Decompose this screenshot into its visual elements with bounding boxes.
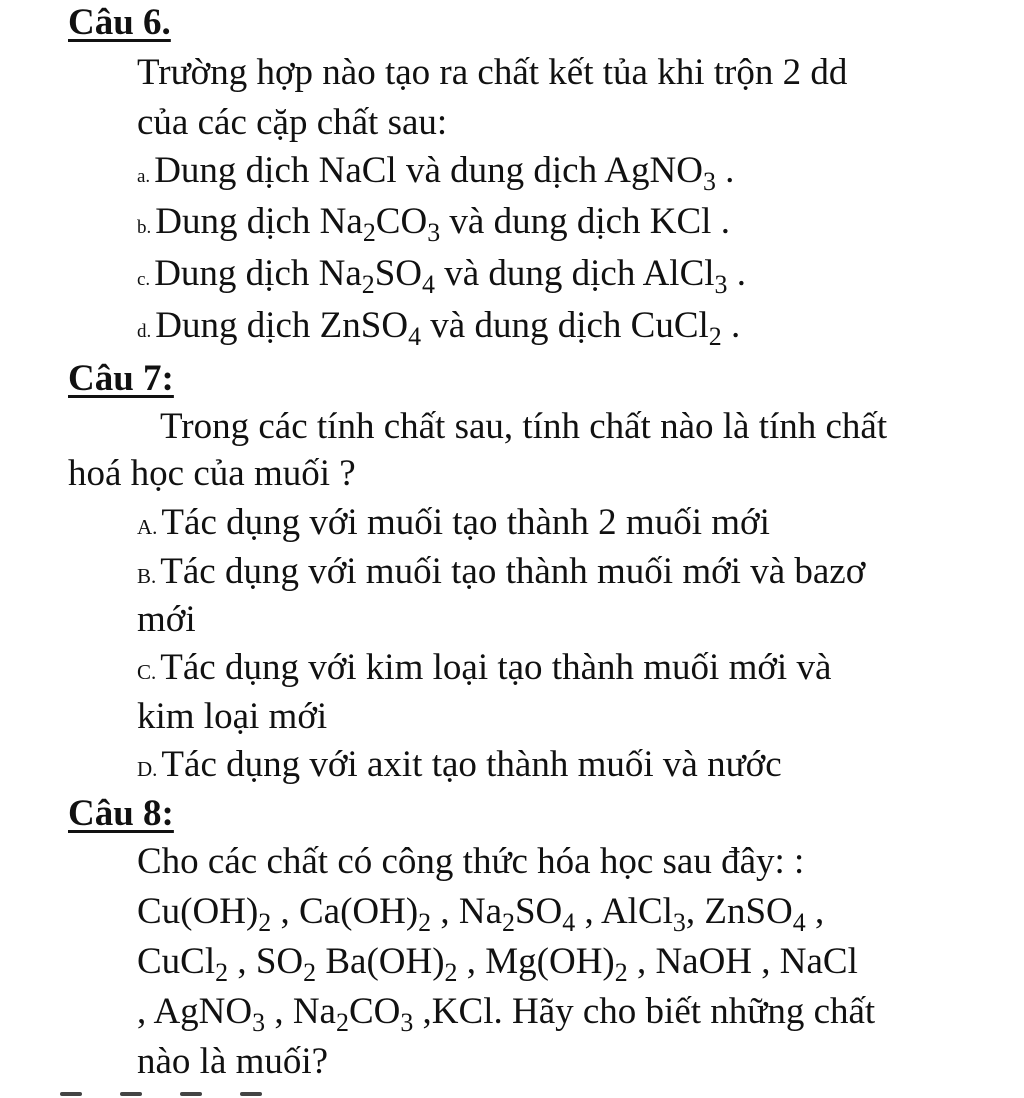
question-7-prompt-line-2: hoá học của muối ? bbox=[68, 453, 356, 494]
option-marker: b. bbox=[137, 217, 152, 238]
question-6-heading: Câu 6. bbox=[68, 2, 171, 43]
question-6-prompt-line-2: của các cặp chất sau: bbox=[137, 102, 448, 143]
option-text: Dung dịch $Na_2SO_4$ và dung dịch AlCl$_3$ . bbox=[154, 253, 746, 299]
option-marker: a. bbox=[137, 166, 151, 187]
option-marker: d. bbox=[137, 321, 152, 342]
option-text: Tác dụng với muối tạo thành 2 muối mới bbox=[161, 502, 770, 543]
question-8-line-5 bbox=[137, 1043, 328, 1080]
question-6-option-c bbox=[137, 253, 746, 299]
question-8-line-2 bbox=[137, 891, 825, 937]
question-7-option-A bbox=[137, 504, 770, 541]
option-text: Dung dịch $Na_2CO_3$ và dung dịch KCl . bbox=[155, 201, 730, 247]
option-text: kim loại mới bbox=[137, 696, 328, 737]
option-text: Dung dịch ZnSO$_4$ và dung dịch CuCl$_2$ . bbox=[155, 305, 741, 351]
question-7-option-D bbox=[137, 746, 782, 783]
question-6-option-a bbox=[137, 150, 735, 196]
question-7-heading: Câu 7: bbox=[68, 358, 174, 399]
option-text: $Cu(OH)_2$ , $Ca(OH)_2$ , $Na_2SO_4$ , AlCl$_3$, ZnSO$_4$ , bbox=[137, 891, 825, 937]
option-marker: D. bbox=[137, 757, 158, 781]
option-text: , AgNO$_3$ , $Na_2CO_3$ ,KCl. Hãy cho biết những chất bbox=[137, 991, 876, 1037]
option-text: CuCl$_2$ , $SO_2$ $Ba(OH)_2$ , $Mg(OH)_2$ , NaOH , NaCl bbox=[137, 941, 858, 987]
question-8-line-4 bbox=[137, 991, 876, 1037]
question-6-option-b bbox=[137, 201, 730, 247]
option-marker: A. bbox=[137, 515, 158, 539]
option-text: Tác dụng với axit tạo thành muối và nước bbox=[161, 744, 782, 785]
option-text: mới bbox=[137, 599, 196, 640]
question-8-line-1 bbox=[137, 843, 804, 880]
question-7-option-C bbox=[137, 649, 831, 686]
option-text: Tác dụng với muối tạo thành muối mới và bazơ bbox=[160, 551, 866, 592]
option-marker: C. bbox=[137, 660, 157, 684]
question-7-option-B-cont bbox=[137, 601, 196, 638]
question-7-prompt-line-1: Trong các tính chất sau, tính chất nào là tính chất bbox=[160, 406, 888, 447]
option-marker: c. bbox=[137, 269, 151, 290]
option-text: Cho các chất có công thức hóa học sau đây: : bbox=[137, 841, 805, 882]
question-6-prompt-line-1: Trường hợp nào tạo ra chất kết tủa khi trộn 2 dd bbox=[137, 52, 848, 93]
cropped-next-line bbox=[60, 1086, 320, 1098]
question-7-option-B bbox=[137, 553, 865, 590]
question-8-line-3 bbox=[137, 941, 858, 987]
option-text: nào là muối? bbox=[137, 1041, 329, 1082]
option-text: Tác dụng với kim loại tạo thành muối mới và bbox=[160, 647, 832, 688]
question-8-heading: Câu 8: bbox=[68, 793, 174, 834]
question-7-option-C-cont bbox=[137, 698, 327, 735]
option-marker: B. bbox=[137, 564, 157, 588]
option-text: Dung dịch NaCl và dung dịch AgNO$_3$ . bbox=[154, 150, 735, 196]
question-6-option-d bbox=[137, 305, 741, 351]
